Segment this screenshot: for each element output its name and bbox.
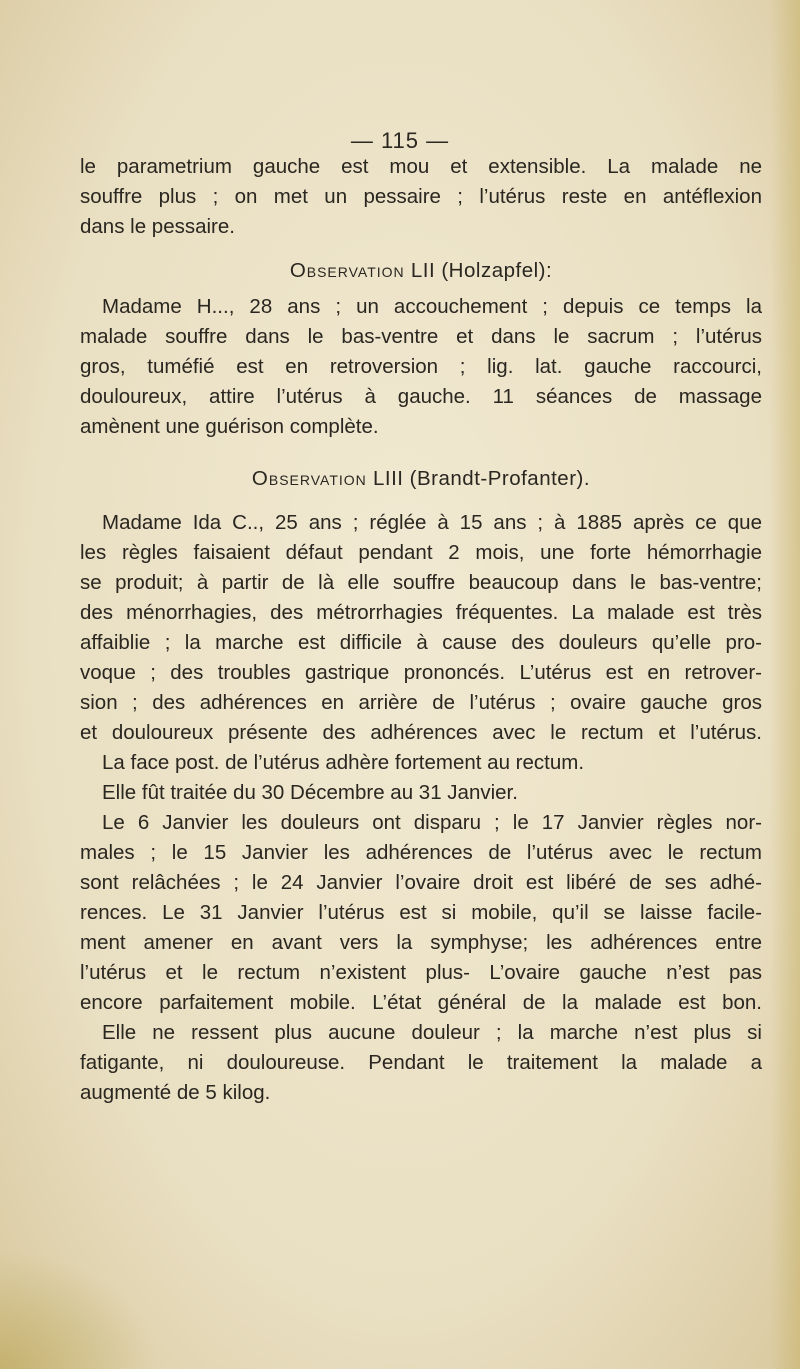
text-line: sont relâchées ; le 24 Janvier l’ovaire droit est libéré de ses adhé-: [80, 871, 762, 894]
text-line: augmenté de 5 kilog.: [80, 1081, 271, 1104]
heading-word: Observation: [251, 467, 367, 490]
text-line: se produit; à partir de là elle souffre beaucoup dans le bas-ventre;: [80, 571, 762, 594]
text-line: gros, tuméfié est en retroversion ; lig. lat. gauche raccourci,: [80, 355, 762, 378]
text-line: dans le pessaire.: [80, 215, 235, 238]
paper-corner-stain: [0, 1249, 160, 1369]
text-line: fatigante, ni douloureuse. Pendant le traitement la malade a: [80, 1051, 762, 1074]
text-line: La face post. de l’utérus adhère fortement au rectum.: [102, 751, 585, 774]
text-line: Le 6 Janvier les douleurs ont disparu ; le 17 Janvier règles nor-: [102, 811, 762, 834]
text-line: le parametrium gauche est mou et extensible. La malade ne: [80, 155, 762, 178]
text-line: rences. Le 31 Janvier l’utérus est si mobile, qu’il se laisse facile-: [80, 901, 762, 924]
text-line: voque ; des troubles gastrique prononcés. L’utérus est en retrover-: [80, 661, 762, 684]
heading-rest: LII (Holzapfel):: [404, 259, 553, 282]
paper-edge-shading: [770, 0, 800, 1369]
text-line: Elle fût traitée du 30 Décembre au 31 Janvier.: [102, 781, 518, 804]
page-body: [80, 130, 762, 1108]
text-line: douloureux, attire l’utérus à gauche. 11 séances de massage: [80, 385, 762, 408]
text-line: ment amener en avant vers la symphyse; les adhérences entre: [80, 931, 762, 954]
observation-heading-liii: [80, 464, 762, 494]
heading-word: Observation: [289, 259, 405, 282]
text-line: les règles faisaient défaut pendant 2 mois, une forte hémorrhagie: [80, 541, 762, 564]
text-line: malade souffre dans le bas-ventre et dans le sacrum ; l’utérus: [80, 325, 762, 348]
text-line: amènent une guérison complète.: [80, 415, 379, 438]
heading-rest: LIII (Brandt-Profanter).: [366, 467, 591, 490]
text-line: Madame H..., 28 ans ; un accouchement ; depuis ce temps la: [102, 295, 762, 318]
text-line: Elle ne ressent plus aucune douleur ; la marche n’est plus si: [102, 1021, 762, 1044]
text-line: des ménorrhagies, des métrorrhagies fréquentes. La malade est très: [80, 601, 762, 624]
text-line: sion ; des adhérences en arrière de l’utérus ; ovaire gauche gros: [80, 691, 762, 714]
text-line: affaiblie ; la marche est difficile à cause des douleurs qu’elle pro-: [80, 631, 762, 654]
text-line: l’utérus et le rectum n’existent plus- L’ovaire gauche n’est pas: [80, 961, 762, 984]
text-line: males ; le 15 Janvier les adhérences de l’utérus avec le rectum: [80, 841, 762, 864]
text-line: souffre plus ; on met un pessaire ; l’utérus reste en antéflexion: [80, 185, 762, 208]
text-line: et douloureux présente des adhérences avec le rectum et l’utérus.: [80, 721, 762, 744]
observation-heading-lii: [80, 256, 762, 286]
page-number: — 115 —: [350, 128, 450, 153]
text-line: encore parfaitement mobile. L’état général de la malade est bon.: [80, 991, 762, 1014]
text-line: Madame Ida C.., 25 ans ; réglée à 15 ans ; à 1885 après ce que: [102, 511, 762, 534]
